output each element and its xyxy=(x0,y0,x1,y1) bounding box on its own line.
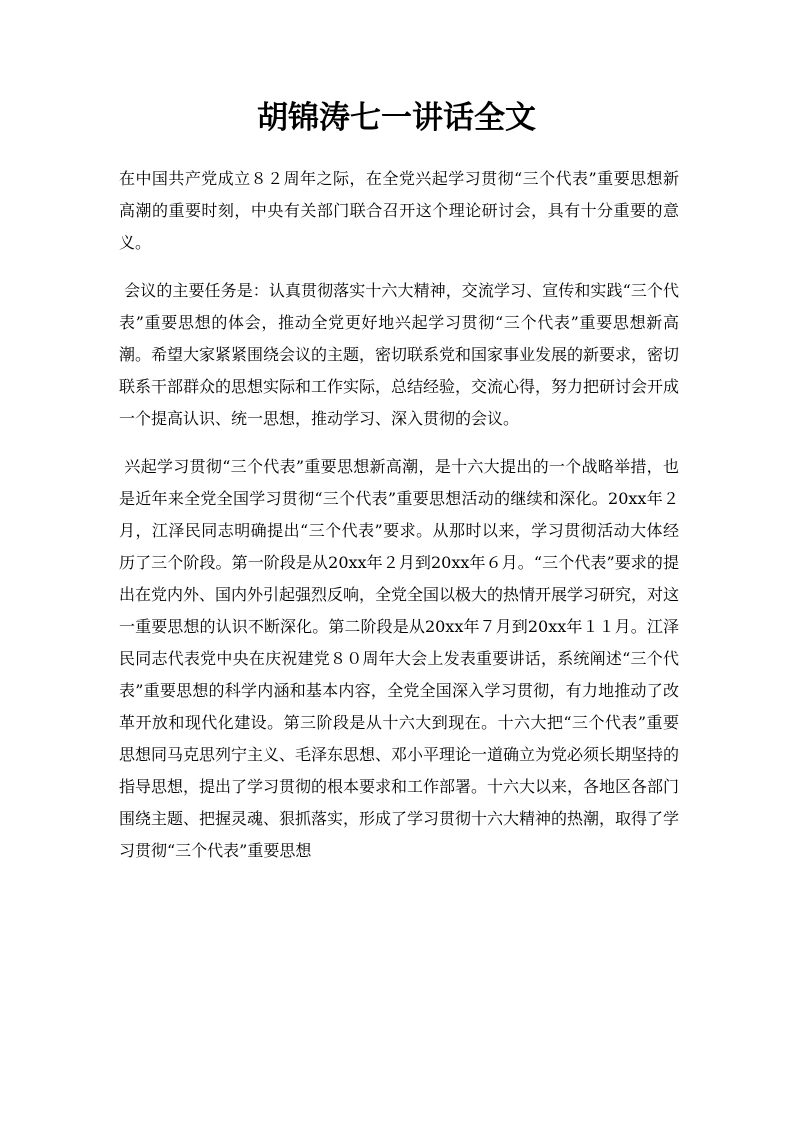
document-title: 胡锦涛七一讲话全文 xyxy=(257,100,536,136)
paragraph-2: 会议的主要任务是：认真贯彻落实十六大精神，交流学习、宣传和实践“三个代表”重要思想的体会，推动全党更好地兴起学习贯彻“三个代表”重要思想新高潮。希望大家紧紧围绕会议的主题，密切联系党和国家事业发展的新要求，密切联系干部群众的思想实际和工作实际，总结经验，交流心得，努力把研讨会开成一个提高认识、统一思想，推动学习、深入贯彻的会议。 xyxy=(119,281,680,428)
paragraph-3: 兴起学习贯彻“三个代表”重要思想新高潮，是十六大提出的一个战略举措，也是近年来全党全国学习贯彻“三个代表”重要思想活动的继续和深化。20xx年２月，江泽民同志明确提出“三个代表”要求。从那时以来，学习贯彻活动大体经历了三个阶段。第一阶段是从20xx年２月到20xx年６月。“三个代表”要求的提出在党内外、国内外引起强烈反响，全党全国以极大的热情开展学习研究，对这一重要思想的认识不断深化。第二阶段是从20xx年７月到20xx年１１月。江泽民同志代表党中央在庆祝建党８０周年大会上发表重要讲话，系统阐述“三个代表”重要思想的科学内涵和基本内容，全党全国深入学习贯彻，有力地推动了改革开放和现代化建设。第三阶段是从十六大到现在。十六大把“三个代表”重要思想同马克思列宁主义、毛泽东思想、邓小平理论一道确立为党必须长期坚持的指导思想，提出了学习贯彻的根本要求和工作部署。十六大以来，各地区各部门围绕主题、把握灵魂、狠抓落实，形成了学习贯彻十六大精神的热潮，取得了学习贯彻“三个代表”重要思想 xyxy=(119,457,680,860)
document-body xyxy=(119,163,679,883)
paragraph-1: 在中国共产党成立８２周年之际，在全党兴起学习贯彻“三个代表”重要思想新高潮的重要时刻，中央有关部门联合召开这个理论研讨会，具有十分重要的意义。 xyxy=(119,169,679,252)
